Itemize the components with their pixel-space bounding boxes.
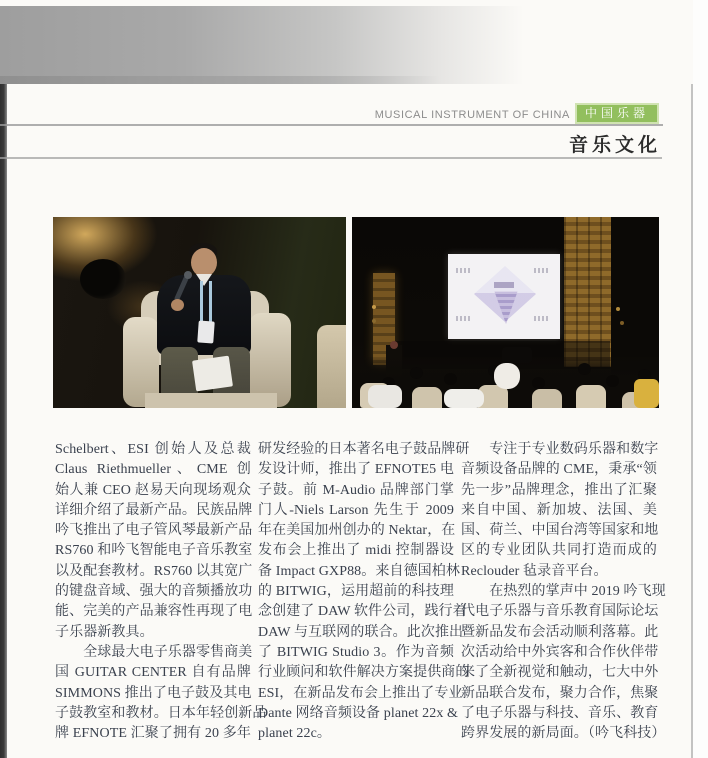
scan-right-margin — [693, 0, 708, 758]
photo-panel-speaker — [53, 217, 346, 408]
scan-shadow-top-edge — [0, 76, 440, 84]
article-column-2 — [258, 440, 470, 744]
second-armchair-edge — [317, 325, 346, 408]
text-line: 在热烈的掌声中 2019 吟飞现 — [461, 584, 666, 600]
header-rule-top — [0, 124, 663, 126]
text-line: 发设计师，推出了 EFNOTE5 电 — [258, 462, 454, 478]
text-line: 新品联合发布，聚力合作，焦聚 — [461, 685, 659, 701]
projection-screen — [448, 254, 560, 339]
speaker-badge-card — [197, 320, 214, 343]
text-line: 了 BITWIG Studio 3。作为音频 — [258, 644, 454, 660]
slide-corner-logo — [534, 316, 550, 321]
text-line: 全球最大电子乐器零售商美 — [55, 644, 253, 660]
text-line: 始人兼 CEO 赵易天向现场观众 — [55, 482, 251, 498]
scan-page-edge-line — [691, 84, 693, 758]
wall-speaker-circle — [80, 259, 126, 299]
text-line: 吟飞推出了电子管风琴最新产品 — [55, 523, 253, 539]
speaker-head — [191, 248, 217, 277]
audience-white-shirt — [368, 385, 402, 408]
text-line: 了电子乐器与科技、音乐、教育 — [461, 705, 659, 721]
text-line: Claus Riethmueller、CME 创 — [55, 462, 251, 478]
audience-white-shirt — [444, 389, 484, 408]
text-line: 区的专业团队共同打造而成的 — [461, 543, 657, 559]
text-line: Schelbert、ESI 创始人及总裁 — [55, 442, 251, 457]
audience-heads — [410, 367, 423, 379]
text-line: DAW 与互联网的联合。此次推出 — [258, 624, 464, 640]
text-line: 的 BITWIG，运用超前的科技理 — [258, 584, 454, 600]
text-line: 以及配套教材。RS760 以其宽广 — [55, 563, 253, 579]
text-line: 国 GUITAR CENTER 自有品牌 — [55, 665, 251, 681]
text-line: 来了全新视觉和触动，七大中外 — [461, 665, 659, 681]
badge-label: 中国乐器 — [585, 106, 650, 120]
article-column-1 — [55, 440, 267, 744]
text-line: 国、荷兰、中国台湾等国家和地 — [461, 523, 659, 539]
text-line: 牌 EFNOTE 汇聚了拥有 20 多年 — [55, 726, 251, 742]
magazine-badge — [575, 103, 659, 124]
text-line: 详细介绍了最新产品。民族品牌 — [55, 502, 253, 518]
text-line: Reclouder 毡录音平台。 — [461, 563, 608, 579]
section-title: 音乐文化 — [568, 135, 661, 156]
text-line: planet 22c。 — [258, 726, 332, 742]
audience-white-cap — [494, 363, 520, 389]
text-line: 发布会上推出了 midi 控制器设 — [258, 543, 454, 559]
text-line: 先一步”品牌理念，推出了汇聚 — [461, 482, 657, 498]
text-line: 跨界发展的新局面。（吟飞科技） — [461, 726, 666, 742]
text-line: 门人-Niels Larson 先生于 2009 — [258, 502, 454, 518]
text-line: 来自中国、新加坡、法国、美 — [461, 502, 657, 518]
text-line: Dante 网络音频设备 planet 22x & — [258, 705, 459, 721]
article-column-3 — [461, 440, 666, 744]
text-line: RS760 和吟飞智能电子音乐教室 — [55, 543, 253, 559]
text-line: 能、完美的产品兼容性再现了电 — [55, 604, 253, 620]
slide-center-title — [494, 282, 514, 288]
microphone-head — [184, 271, 192, 279]
standing-person-head — [390, 341, 398, 349]
text-line: 代电子乐器与音乐教育国际论坛 — [461, 604, 659, 620]
text-line: 子乐器新教具。 — [55, 624, 154, 640]
masthead-text: MUSICAL INSTRUMENT OF CHINA — [374, 109, 570, 121]
audience-yellow-shirt — [634, 379, 659, 408]
text-line: 年在美国加州创办的 Nektar，在 — [258, 523, 456, 539]
armchair-seat-front — [145, 393, 277, 408]
photo-conference-hall — [352, 217, 659, 408]
text-line: 暨新品发布会活动顺利落幕。此 — [461, 624, 659, 640]
text-line: ESI，在新品发布会上推出了专业 — [258, 685, 463, 701]
text-line: 备 Impact GXP88。来自德国柏林 — [258, 563, 460, 579]
header-rule-bottom — [0, 157, 662, 159]
text-line: 次活动给中外宾客和合作伙伴带 — [461, 644, 659, 660]
scan-shadow-top — [0, 6, 540, 84]
slide-corner-logo — [456, 316, 472, 321]
text-line: 音频设备品牌的 CME，秉承“领 — [461, 462, 657, 478]
wall-lights — [372, 305, 376, 309]
text-line: 念创建了 DAW 软件公司，践行着 — [258, 604, 467, 620]
slide-corner-logo — [534, 268, 550, 273]
text-line: 研发经验的日本著名电子鼓品牌研 — [258, 442, 470, 457]
text-line: 子鼓教室和教材。日本年轻创新品 — [55, 705, 267, 721]
text-line: SIMMONS 推出了电子鼓及其电 — [55, 685, 252, 701]
speaker-hand — [171, 299, 184, 311]
speaker-papers — [192, 356, 233, 392]
speaker-lanyard — [200, 281, 212, 323]
text-line: 的键盘音域、强大的音频播放功 — [55, 584, 253, 600]
scan-spine-strip — [0, 84, 7, 758]
text-line: 子鼓。前 M-Audio 品牌部门掌 — [258, 482, 454, 498]
text-line: 专注于专业数码乐器和数字 — [461, 442, 659, 457]
slide-corner-logo — [456, 268, 472, 273]
text-line: 行业顾问和软件解决方案提供商的 — [258, 665, 470, 681]
photo-row — [53, 217, 659, 408]
